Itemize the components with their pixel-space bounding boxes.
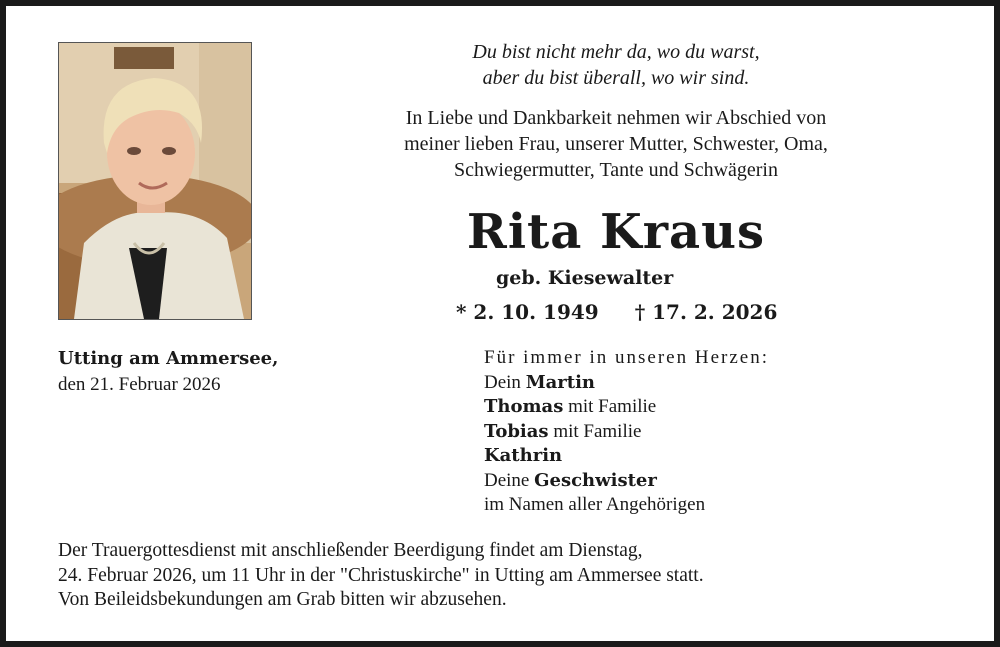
notice-line-1: Der Trauergottesdienst mit anschließender Beerdigung findet am Dienstag,	[58, 540, 643, 561]
mourner-tobias	[484, 420, 769, 445]
mourner-siblings	[484, 469, 769, 494]
mourner-suffix: mit Familie	[563, 396, 657, 417]
maiden-name: geb. Kiesewalter	[496, 267, 674, 289]
mourner-name: Geschwister	[534, 469, 657, 491]
notice-line-2: 24. Februar 2026, um 11 Uhr in der "Christuskirche" in Utting am Ammersee statt.	[58, 564, 704, 586]
mourner-kathrin	[484, 444, 769, 469]
portrait-photo	[58, 42, 252, 320]
mourner-martin	[484, 371, 769, 396]
mourner-name: Martin	[525, 371, 595, 393]
place-date: den 21. Februar 2026	[58, 374, 221, 395]
place-city: Utting am Ammersee,	[58, 348, 279, 369]
mourner-prefix: Deine	[484, 469, 535, 491]
mourner-name: Tobias	[484, 420, 549, 442]
mourner-suffix: mit Familie	[548, 420, 642, 442]
birth-date: * 2. 10. 1949	[456, 300, 599, 324]
life-dates	[456, 300, 777, 324]
intro-line-2: meiner lieben Frau, unserer Mutter, Schwester, Oma,	[404, 133, 828, 155]
mourner-thomas	[484, 395, 769, 420]
intro-line-3: Schwiegermutter, Tante und Schwägerin	[453, 159, 778, 181]
funeral-notice	[58, 539, 958, 613]
mourners-lead: Für immer in unseren Herzen:	[484, 347, 769, 368]
quote-line-2: aber du bist überall, wo wir sind.	[482, 67, 750, 89]
intro-line-1: In Liebe und Dankbarkeit nehmen wir Abschied von	[405, 107, 827, 129]
deceased-name: Rita Kraus	[466, 204, 766, 260]
notice-line-3: Von Beileidsbekundungen am Grab bitten wir abzusehen.	[58, 589, 507, 610]
mourner-name: Thomas	[484, 396, 564, 417]
mourner-relatives: im Namen aller Angehörigen	[484, 494, 706, 515]
memorial-quote	[306, 39, 926, 91]
mourner-name: Kathrin	[484, 445, 563, 466]
farewell-intro	[306, 105, 926, 183]
death-date: † 17. 2. 2026	[634, 300, 778, 324]
place-and-date	[58, 346, 278, 398]
quote-line-1: Du bist nicht mehr da, wo du warst,	[472, 41, 760, 63]
mourner-prefix: Dein	[484, 371, 526, 393]
mourners-list	[484, 346, 769, 518]
